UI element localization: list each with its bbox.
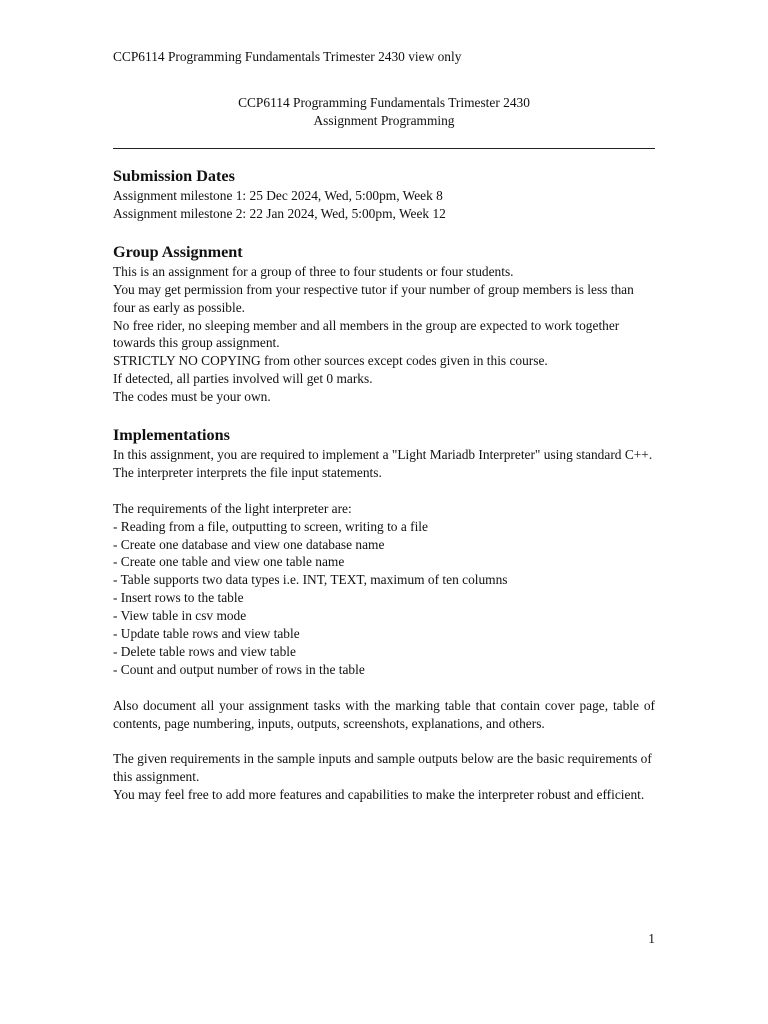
page-number: 1: [648, 931, 655, 946]
list-item: - Insert rows to the table: [113, 590, 244, 606]
running-header: CCP6114 Programming Fundamentals Trimester 2430 view only: [113, 49, 462, 64]
paragraph-gap: [113, 679, 655, 697]
milestone-2-line: Assignment milestone 2: 22 Jan 2024, Wed, 5:00pm, Week 12: [113, 205, 446, 221]
document-body: [113, 165, 655, 822]
penalty-line: If detected, all parties involved will get 0 marks.: [113, 371, 373, 387]
interpreter-description: The interpreter interprets the file input statements.: [113, 464, 382, 480]
own-code-line: The codes must be your own.: [113, 389, 271, 405]
group-assignment-heading: Group Assignment: [113, 242, 243, 261]
submission-dates-section: [113, 165, 655, 223]
title-divider: [113, 148, 655, 149]
list-item: - Create one database and view one database name: [113, 536, 385, 552]
basic-requirements-note: The given requirements in the sample inputs and sample outputs below are the basic requirements of this assignment.: [113, 751, 652, 785]
implementations-intro: In this assignment, you are required to implement a "Light Mariadb Interpreter" using standard C++.: [113, 447, 653, 463]
list-item: - Delete table rows and view table: [113, 644, 296, 660]
paragraph-gap: [113, 733, 655, 751]
title-assignment-line: Assignment Programming: [313, 113, 455, 128]
implementations-section: [113, 424, 655, 804]
submission-dates-heading: Submission Dates: [113, 167, 235, 185]
group-size-line: This is an assignment for a group of three to four students or four students.: [113, 263, 514, 279]
list-item: - Create one table and view one table name: [113, 554, 345, 570]
requirements-list: [113, 518, 655, 679]
paragraph-gap: [113, 482, 655, 500]
list-item: - Reading from a file, outputting to screen, writing to a file: [113, 518, 428, 534]
title-course-line: CCP6114 Programming Fundamentals Trimester 2430: [238, 95, 530, 110]
document-title: [113, 94, 655, 130]
milestone-1-line: Assignment milestone 1: 25 Dec 2024, Wed, 5:00pm, Week 8: [113, 188, 443, 203]
group-assignment-section: [113, 241, 655, 406]
list-item: - Table supports two data types i.e. INT, TEXT, maximum of ten columns: [113, 572, 508, 588]
no-free-rider-line: No free rider, no sleeping member and all members in the group are expected to work together towards this group assignment.: [113, 317, 620, 351]
list-item: - View table in csv mode: [113, 608, 247, 624]
list-item: - Update table rows and view table: [113, 626, 300, 642]
requirements-lead: The requirements of the light interpreter are:: [113, 500, 352, 516]
documentation-note: Also document all your assignment tasks with the marking table that contain cover page, table of contents, page numbering, inputs, outputs, screenshots, explanations, and others.: [113, 697, 655, 731]
no-copying-line: STRICTLY NO COPYING from other sources except codes given in this course.: [113, 353, 548, 369]
implementations-heading: Implementations: [113, 426, 230, 445]
tutor-permission-line: You may get permission from your respective tutor if your number of group members is less than four as early as possible.: [113, 281, 634, 315]
extra-features-note: You may feel free to add more features and capabilities to make the interpreter robust and efficient.: [113, 787, 645, 803]
list-item: - Count and output number of rows in the table: [113, 661, 365, 677]
